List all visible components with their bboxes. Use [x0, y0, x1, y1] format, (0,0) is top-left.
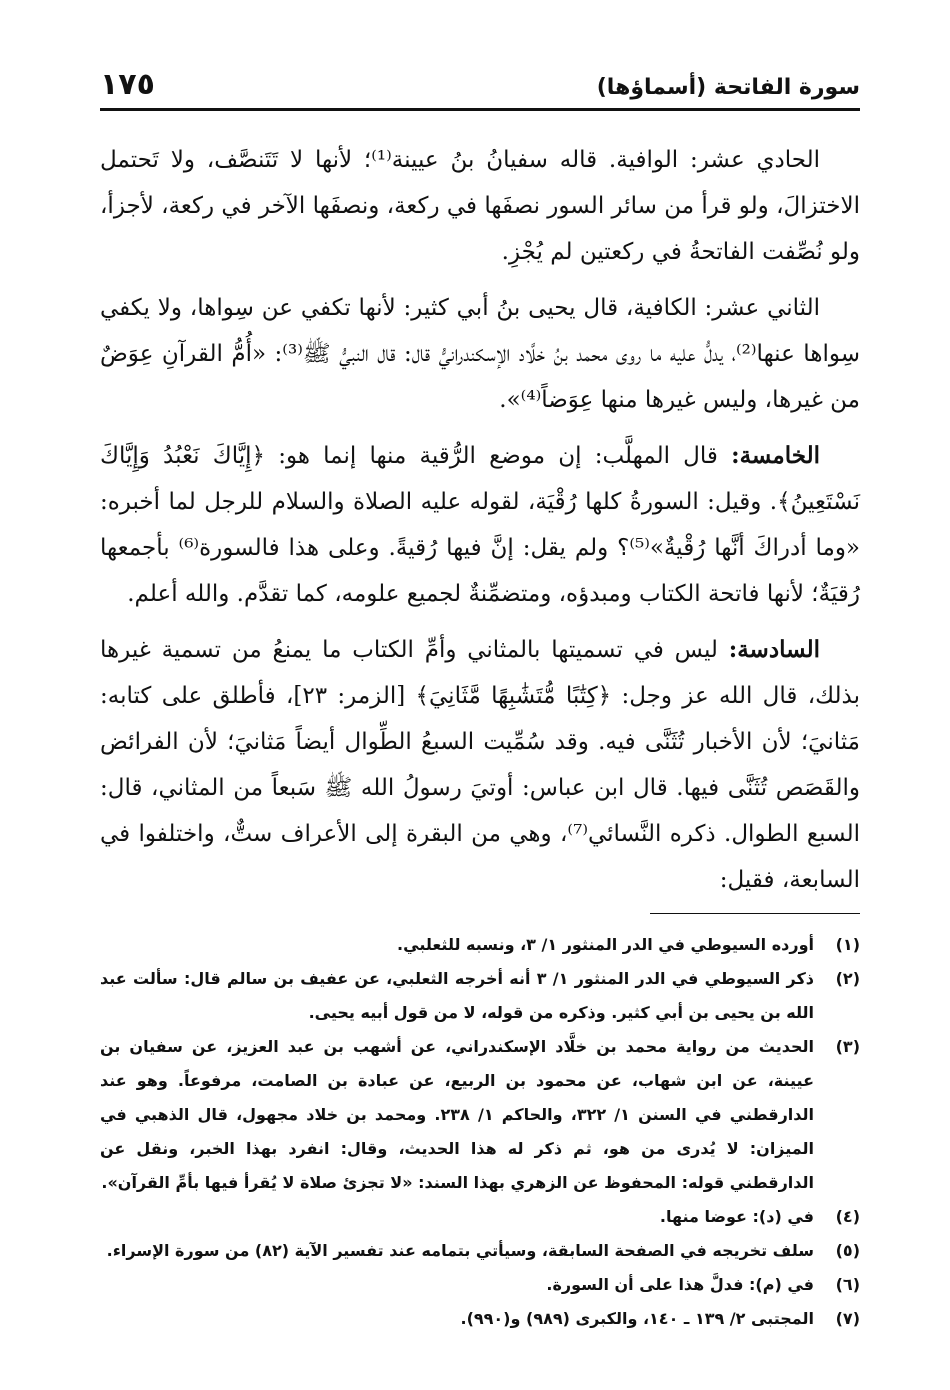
footnote-text: ذكر السيوطي في الدر المنثور ١/ ٣ أنه أخرجه الثعلبي، عن عفيف بن سالم قال: سألت عبد الله بن يحيى بن أبي كثير. وذكره من قوله، لا من قول أبيه يحيى.: [100, 969, 814, 1022]
header-rule: [100, 108, 860, 111]
footnote-text: أورده السيوطي في الدر المنثور ١/ ٣، ونسبه للثعلبي.: [397, 935, 814, 954]
footnote-text: المجتبى ٢/ ١٣٩ ـ ١٤٠، والكبرى (٩٨٩) و(٩٩٠).: [460, 1309, 814, 1328]
paragraph-text: قال المهلَّب: إن موضع الرُّقية منها إنما هو: ﴿إِيَّاكَ نَعْبُدُ وَإِيَّاكَ نَسْتَعِينُ﴾. وقيل: السورةُ كلها رُقْيَة، لقوله عليه الصلاة والسلام للرجل لما أخبره: «وما أدراكَ أنَّها رُقْيةٌ»⁽⁵⁾؟ ولم يقل: إنَّ فيها رُقيةً. وعلى هذا فالسورة⁽⁶⁾ بأجمعها رُقيَةٌ؛ لأنها فاتحة الكتاب ومبدؤه، ومتضمِّنةٌ لجميع علومه، كما تقدَّم. والله أعلم.: [100, 443, 861, 607]
footnote-number: (٤): [835, 1207, 860, 1226]
footnote-number: (٥): [835, 1241, 860, 1260]
main-text: [100, 137, 860, 903]
running-header: [100, 67, 860, 108]
paragraph: [100, 433, 860, 617]
paragraph-text: ليس في تسميتها بالمثاني وأمِّ الكتاب ما يمنعُ من تسمية غيرها بذلك، قال الله عز وجل: ﴿كِتَٰبًا مُّتَشَٰبِهًا مَّثَانِيَ﴾ [الزمر: ٢٣]، فأطلق على كتابه: مَثانيَ؛ لأن الأخبار تُثَنَّى فيه. وقد سُمِّيت السبعُ الطِّوال أيضاً مَثانيَ؛ لأن الفرائض والقَصَص تُثَنَّى فيها. قال ابن عباس: أوتيَ رسولُ الله ﷺ سَبعاً من المثاني، قال: السبع الطوال. ذكره النَّسائي⁽⁷⁾، وهي من البقرة إلى الأعراف ستٌّ، واختلفوا في السابعة، فقيل:: [100, 637, 861, 893]
paragraph: [100, 285, 860, 423]
footnote: [100, 928, 860, 962]
footnote-number: (٦): [835, 1275, 860, 1294]
paragraph-text: الثاني عشر: الكافية، قال يحيى بنُ أبي كثير: لأنها تكفي عن سِواها، ولا يكفي سِواها عنها⁽²⁾، يدلُّ عليه ما روى محمد بنُ خلَّاد الإسكندرانيُّ قال: قال النبيُّ ﷺ⁽³⁾: «أُمُّ القرآنِ عِوَضٌ من غيرها، وليس غيرها منها عِوَضاً⁽⁴⁾».: [100, 295, 860, 413]
footnote-number: (٢): [835, 969, 860, 988]
paragraph-lead: السادسة:: [728, 636, 820, 663]
footnote-text: سلف تخريجه في الصفحة السابقة، وسيأتي بتمامه عند تفسير الآية (٨٢) من سورة الإسراء.: [106, 1241, 814, 1260]
footnote: [100, 1268, 860, 1302]
footnote-text: الحديث من رواية محمد بن خلَّاد الإسكندراني، عن أشهب بن عبد العزيز، عن سفيان بن عيينة، عن ابن شهاب، عن محمود بن الربيع، عن عبادة بن الصامت، مرفوعاً. وهو عند الدارقطني في السنن ١/ ٣٢٢، والحاكم ١/ ٢٣٨. ومحمد بن خلاد مجهول، قال الذهبي في الميزان: لا يُدرى من هو، ثم ذكر له هذا الحديث، وقال: انفرد بهذا الخبر، ونقل عن الدارقطني قوله: المحفوظ عن الزهري بهذا السند: «لا تجزئ صلاة لا يُقرأ فيها بأمِّ القرآن».: [100, 1037, 814, 1192]
footnote: [100, 1302, 860, 1336]
footnote-number: (١): [835, 935, 860, 954]
footnote: [100, 1200, 860, 1234]
footnote-divider: [650, 913, 860, 914]
paragraph: [100, 627, 860, 903]
paragraph-text: الحادي عشر: الوافية. قاله سفيانُ بنُ عيينة⁽¹⁾؛ لأنها لا تَتَنصَّف، ولا تَحتمل الاختزالَ، ولو قرأ من سائر السور نصفَها في ركعة، ونصفَها الآخر في ركعة، لأجزأ، ولو نُصِّفت الفاتحةُ في ركعتين لم يُجْزِ.: [100, 147, 860, 265]
footnote-number: (٧): [835, 1309, 860, 1328]
running-title: سورة الفاتحة (أسماؤها): [596, 75, 860, 100]
page-number: ١٧٥: [100, 67, 155, 102]
footnote-number: (٣): [835, 1037, 860, 1056]
footnote-text: في (د): عوضا منها.: [659, 1207, 814, 1226]
footnote: [100, 1030, 860, 1200]
footnote-text: في (م): فدلَّ هذا على أن السورة.: [546, 1275, 814, 1294]
footnote: [100, 1234, 860, 1268]
paragraph-lead: الخامسة:: [731, 442, 820, 469]
footnote: [100, 962, 860, 1030]
paragraph: [100, 137, 860, 275]
footnotes: [100, 928, 860, 1336]
